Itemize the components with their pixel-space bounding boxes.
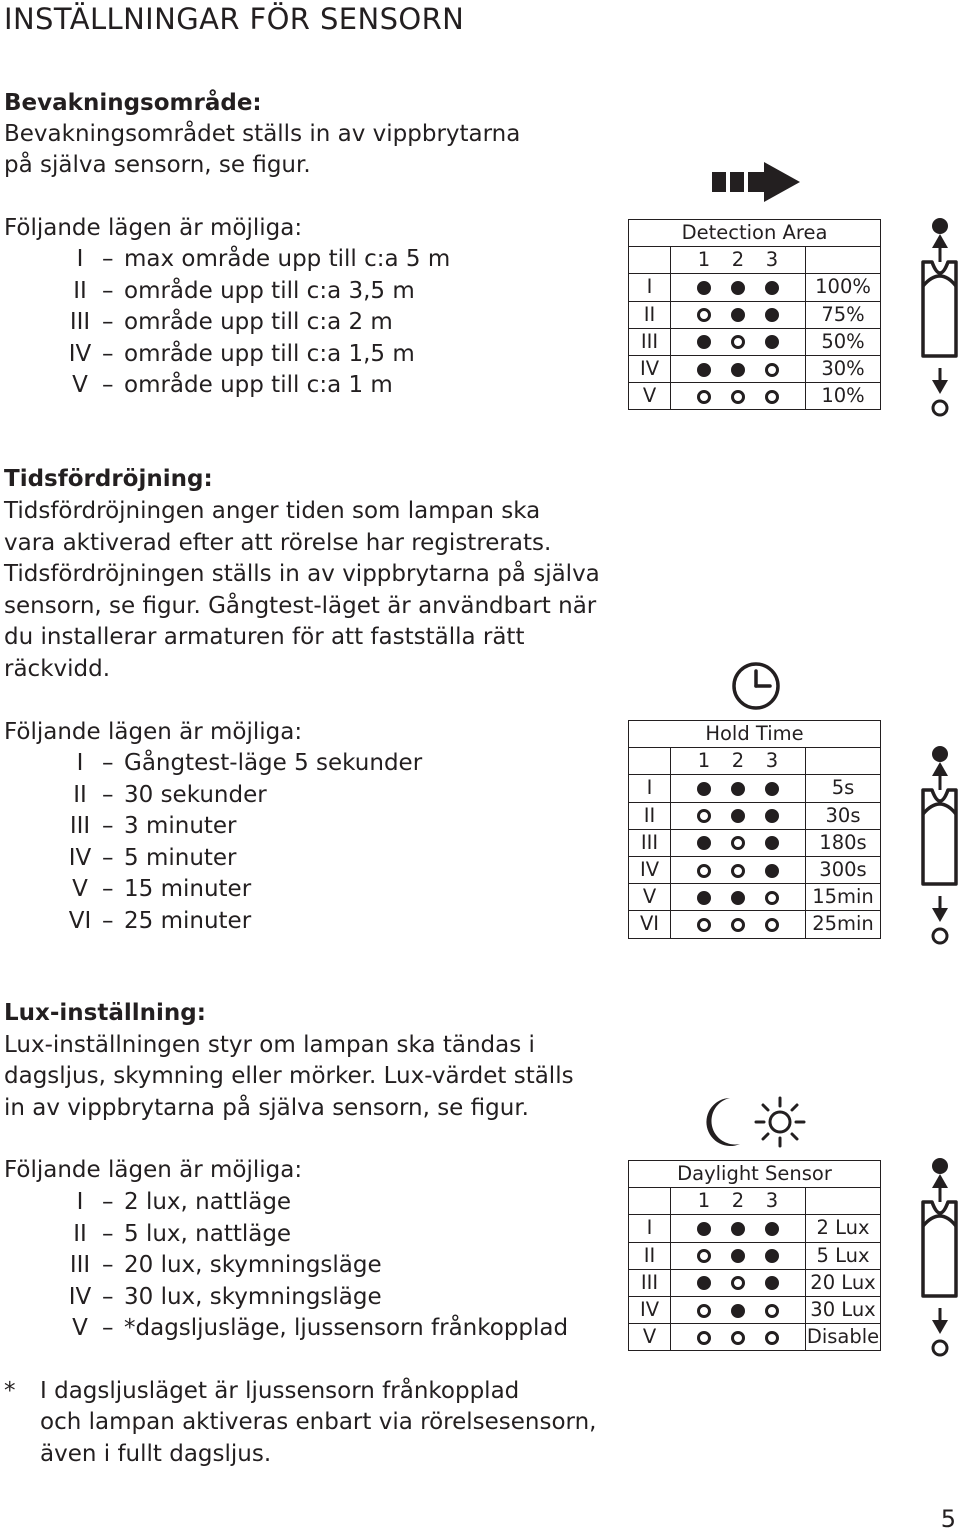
switch-column-label: 2 — [731, 1189, 745, 1213]
table-row — [629, 274, 881, 301]
switch-on-dot — [697, 836, 711, 850]
table-row — [629, 1215, 881, 1242]
mode-text: område upp till c:a 3,5 m — [124, 277, 415, 304]
row-number: I — [629, 775, 671, 802]
switch-off-dot — [731, 1331, 745, 1345]
row-number: IV — [629, 355, 671, 382]
switch-on-dot — [731, 308, 745, 322]
moon-sun-icon — [700, 1094, 810, 1150]
switch-on-dot — [731, 1304, 745, 1318]
switch-off-dot — [765, 390, 779, 404]
empty-cell — [629, 247, 671, 274]
mode-number: III — [69, 309, 91, 335]
delay-text-line: räckvidd. — [4, 656, 111, 682]
mode-text: 5 minuter — [124, 844, 237, 871]
mode-number: V — [72, 876, 88, 902]
switch-column-label: 2 — [731, 749, 745, 773]
clock-icon — [730, 660, 782, 712]
mode-dash: – — [102, 813, 114, 839]
setting-value: Disable — [806, 1324, 881, 1351]
row-number: II — [629, 301, 671, 328]
switch-off-dot — [731, 864, 745, 878]
switch-positions — [671, 301, 806, 328]
row-number: III — [629, 829, 671, 856]
hold-time-table — [628, 720, 881, 939]
row-number: II — [629, 1242, 671, 1269]
empty-cell — [806, 247, 881, 274]
mode-dash: – — [102, 1283, 114, 1310]
switch-on-dot — [697, 782, 711, 796]
page-title: INSTÄLLNINGAR FÖR SENSORN — [4, 2, 465, 36]
detection-text-line: Bevakningsområdet ställs in av vippbrytarna — [4, 121, 521, 147]
setting-value: 30s — [806, 802, 881, 829]
switch-column-labels — [671, 748, 806, 775]
mode-number: V — [72, 372, 88, 398]
switch-column-label: 1 — [697, 1189, 711, 1213]
switch-positions — [671, 1296, 806, 1323]
mode-dash: – — [102, 309, 114, 335]
mode-text: område upp till c:a 1 m — [124, 372, 393, 398]
lux-intro: Följande lägen är möjliga: — [4, 1157, 303, 1183]
row-number: V — [629, 1324, 671, 1351]
switch-off-dot — [697, 390, 711, 404]
table-row — [629, 829, 881, 856]
mode-dash: – — [102, 372, 114, 398]
footnote-line: och lampan aktiveras enbart via rörelsesensorn, — [40, 1409, 597, 1435]
row-number: I — [629, 274, 671, 301]
setting-value: 5 Lux — [806, 1242, 881, 1269]
lux-text-line: in av vippbrytarna på själva sensorn, se figur. — [4, 1095, 529, 1121]
switch-on-dot — [697, 891, 711, 905]
empty-cell — [629, 748, 671, 775]
switch-positions — [671, 829, 806, 856]
table-header: Hold Time — [629, 721, 881, 748]
mode-text: 3 minuter — [124, 813, 237, 839]
switch-positions — [671, 884, 806, 911]
delay-intro: Följande lägen är möjliga: — [4, 719, 303, 745]
mode-text: max område upp till c:a 5 m — [124, 246, 451, 272]
mode-text: 2 lux, nattläge — [124, 1189, 292, 1215]
table-row — [629, 1296, 881, 1323]
switch-on-dot — [765, 281, 779, 295]
mode-text: 20 lux, skymningsläge — [124, 1252, 382, 1278]
mode-text: 5 lux, nattläge — [124, 1220, 292, 1247]
switch-positions — [671, 856, 806, 883]
mode-dash: – — [102, 1315, 114, 1341]
switch-positions — [671, 775, 806, 802]
switch-off-dot — [731, 918, 745, 932]
setting-value: 50% — [806, 328, 881, 355]
switch-positions — [671, 1242, 806, 1269]
detection-intro: Följande lägen är möjliga: — [4, 215, 303, 241]
table-row — [629, 1242, 881, 1269]
setting-value: 30% — [806, 355, 881, 382]
detection-heading: Bevakningsområde: — [4, 90, 262, 116]
switch-on-dot — [765, 782, 779, 796]
setting-value: 20 Lux — [806, 1269, 881, 1296]
setting-value: 100% — [806, 274, 881, 301]
switch-column-label: 1 — [697, 749, 711, 773]
delay-text-line: Tidsfördröjningen ställs in av vippbrytarna på själva — [4, 561, 600, 587]
mode-text: 25 minuter — [124, 907, 252, 934]
daylight-sensor-table — [628, 1160, 881, 1351]
switch-off-dot — [765, 891, 779, 905]
switch-off-dot — [731, 335, 745, 349]
switch-off-dot — [697, 1249, 711, 1263]
row-number: IV — [629, 1296, 671, 1323]
table-header: Detection Area — [629, 220, 881, 247]
lux-text-line: dagsljus, skymning eller mörker. Lux-värdet ställs — [4, 1063, 574, 1089]
table-row — [629, 802, 881, 829]
mode-number: I — [76, 1189, 84, 1215]
delay-text-line: vara aktiverad efter att rörelse har registrerats. — [4, 530, 552, 556]
setting-value: 15min — [806, 884, 881, 911]
row-number: VI — [629, 911, 671, 938]
empty-cell — [629, 1188, 671, 1215]
table-row — [629, 383, 881, 410]
table-row — [629, 355, 881, 382]
switch-positions — [671, 355, 806, 382]
row-number: IV — [629, 856, 671, 883]
row-number: V — [629, 383, 671, 410]
mode-dash: – — [102, 876, 114, 902]
switch-positions — [671, 802, 806, 829]
mode-dash: – — [102, 844, 114, 871]
switch-on-dot — [731, 782, 745, 796]
switch-column-label: 2 — [731, 248, 745, 272]
mode-number: IV — [68, 844, 92, 871]
switch-off-dot — [765, 918, 779, 932]
switch-on-dot — [731, 363, 745, 377]
dip-switch-icon — [918, 746, 958, 946]
switch-on-dot — [765, 308, 779, 322]
setting-value: 5s — [806, 775, 881, 802]
switch-off-dot — [697, 1304, 711, 1318]
switch-column-label: 3 — [765, 248, 779, 272]
row-number: I — [629, 1215, 671, 1242]
mode-dash: – — [102, 340, 114, 367]
empty-cell — [806, 1188, 881, 1215]
switch-off-dot — [697, 918, 711, 932]
mode-dash: – — [102, 1252, 114, 1278]
delay-heading: Tidsfördröjning: — [4, 466, 213, 492]
empty-cell — [806, 748, 881, 775]
switch-column-labels — [671, 1188, 806, 1215]
mode-number: I — [76, 246, 84, 272]
mode-dash: – — [102, 907, 114, 934]
detection-text-line: på själva sensorn, se figur. — [4, 152, 311, 178]
switch-off-dot — [731, 836, 745, 850]
setting-value: 2 Lux — [806, 1215, 881, 1242]
footnote-marker: * — [4, 1378, 16, 1404]
setting-value: 180s — [806, 829, 881, 856]
switch-on-dot — [731, 1222, 745, 1236]
switch-on-dot — [765, 809, 779, 823]
mode-dash: – — [102, 1189, 114, 1215]
mode-text: 15 minuter — [124, 876, 252, 902]
motion-arrow-icon — [710, 160, 802, 204]
switch-on-dot — [697, 1276, 711, 1290]
switch-on-dot — [731, 281, 745, 295]
switch-off-dot — [765, 1331, 779, 1345]
switch-off-dot — [731, 1276, 745, 1290]
table-row — [629, 1324, 881, 1351]
switch-on-dot — [765, 864, 779, 878]
detection-area-table — [628, 219, 881, 410]
mode-dash: – — [102, 781, 114, 808]
switch-positions — [671, 1269, 806, 1296]
switch-on-dot — [697, 335, 711, 349]
switch-on-dot — [765, 836, 779, 850]
mode-number: III — [69, 813, 91, 839]
mode-number: VI — [68, 907, 92, 934]
switch-on-dot — [697, 1222, 711, 1236]
switch-on-dot — [731, 809, 745, 823]
mode-dash: – — [102, 277, 114, 304]
switch-on-dot — [765, 1222, 779, 1236]
dip-switch-icon — [918, 218, 958, 418]
table-header: Daylight Sensor — [629, 1161, 881, 1188]
table-row — [629, 775, 881, 802]
setting-value: 75% — [806, 301, 881, 328]
delay-text-line: Tidsfördröjningen anger tiden som lampan ska — [4, 498, 541, 524]
mode-number: V — [72, 1315, 88, 1341]
table-row — [629, 911, 881, 938]
mode-dash: – — [102, 246, 114, 272]
mode-text: område upp till c:a 2 m — [124, 309, 393, 335]
setting-value: 30 Lux — [806, 1296, 881, 1323]
switch-on-dot — [765, 1276, 779, 1290]
switch-off-dot — [697, 308, 711, 322]
setting-value: 25min — [806, 911, 881, 938]
switch-off-dot — [731, 390, 745, 404]
switch-column-label: 3 — [765, 749, 779, 773]
mode-text: *dagsljusläge, ljussensorn frånkopplad — [124, 1315, 569, 1341]
table-row — [629, 328, 881, 355]
mode-number: III — [69, 1252, 91, 1278]
switch-on-dot — [731, 891, 745, 905]
row-number: III — [629, 1269, 671, 1296]
page-number: 5 — [940, 1505, 956, 1533]
mode-text: område upp till c:a 1,5 m — [124, 340, 415, 367]
mode-number: II — [73, 1220, 87, 1247]
mode-number: I — [76, 750, 84, 776]
lux-heading: Lux-inställning: — [4, 1000, 206, 1026]
switch-column-label: 3 — [765, 1189, 779, 1213]
switch-off-dot — [765, 363, 779, 377]
switch-on-dot — [697, 281, 711, 295]
mode-text: 30 lux, skymningsläge — [124, 1283, 382, 1310]
table-row — [629, 856, 881, 883]
mode-dash: – — [102, 750, 114, 776]
switch-positions — [671, 383, 806, 410]
mode-number: II — [73, 277, 87, 304]
delay-text-line: sensorn, se figur. Gångtest-läget är användbart när — [4, 593, 597, 619]
dip-switch-icon — [918, 1158, 958, 1358]
switch-on-dot — [731, 1249, 745, 1263]
mode-text: 30 sekunder — [124, 781, 267, 808]
mode-text: Gångtest-läge 5 sekunder — [124, 750, 423, 776]
switch-on-dot — [697, 363, 711, 377]
mode-number: IV — [68, 340, 92, 367]
row-number: II — [629, 802, 671, 829]
footnote-line: även i fullt dagsljus. — [40, 1441, 272, 1467]
setting-value: 300s — [806, 856, 881, 883]
switch-off-dot — [697, 1331, 711, 1345]
switch-on-dot — [765, 1249, 779, 1263]
switch-on-dot — [765, 335, 779, 349]
switch-positions — [671, 911, 806, 938]
table-row — [629, 884, 881, 911]
mode-number: II — [73, 781, 87, 808]
mode-number: IV — [68, 1283, 92, 1310]
switch-positions — [671, 274, 806, 301]
mode-dash: – — [102, 1220, 114, 1247]
switch-column-label: 1 — [697, 248, 711, 272]
row-number: III — [629, 328, 671, 355]
lux-text-line: Lux-inställningen styr om lampan ska tändas i — [4, 1032, 535, 1058]
switch-column-labels — [671, 247, 806, 274]
row-number: V — [629, 884, 671, 911]
table-row — [629, 1269, 881, 1296]
switch-off-dot — [697, 864, 711, 878]
switch-positions — [671, 1324, 806, 1351]
switch-off-dot — [765, 1304, 779, 1318]
switch-positions — [671, 328, 806, 355]
switch-positions — [671, 1215, 806, 1242]
switch-off-dot — [697, 809, 711, 823]
setting-value: 10% — [806, 383, 881, 410]
footnote-line: I dagsljusläget är ljussensorn frånkopplad — [40, 1378, 520, 1404]
delay-text-line: du installerar armaturen för att fastställa rätt — [4, 624, 525, 650]
table-row — [629, 301, 881, 328]
